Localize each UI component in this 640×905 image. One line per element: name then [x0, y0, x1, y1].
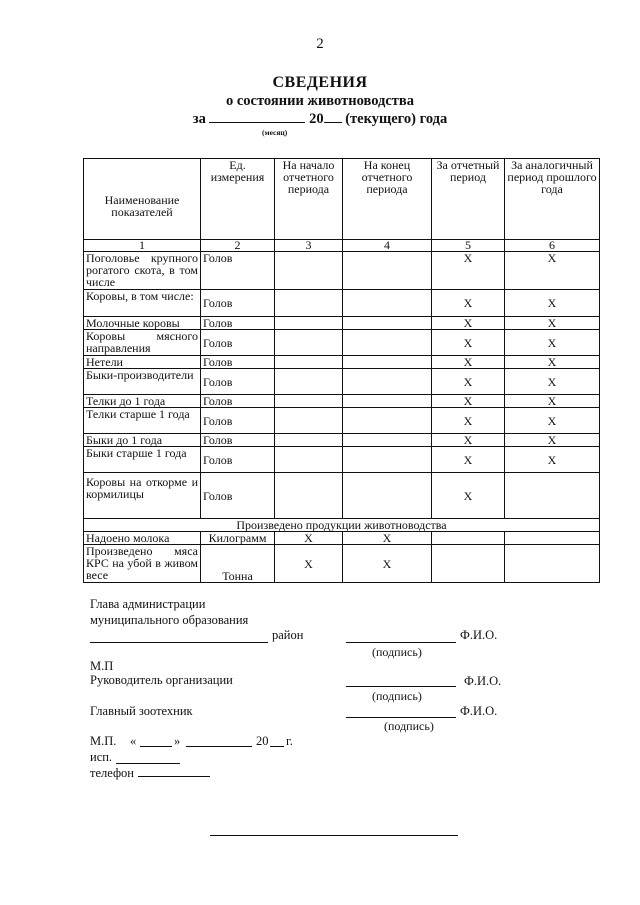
stamp-label-1: М.П: [90, 659, 114, 673]
cell-end[interactable]: [343, 369, 432, 395]
document-title: СВЕДЕНИЯ: [272, 74, 368, 91]
column-number: 3: [275, 240, 343, 252]
org-head-signature-caption: (подпись): [372, 689, 422, 703]
cell-start[interactable]: [275, 395, 343, 408]
cell-start[interactable]: [275, 408, 343, 434]
row-unit: Тонна: [201, 545, 275, 583]
cell-start: X: [275, 532, 343, 545]
row-unit: Голов: [201, 369, 275, 395]
executor-blank[interactable]: [116, 763, 180, 764]
zootechnician-signature-caption: (подпись): [384, 719, 434, 733]
cell-start[interactable]: [275, 290, 343, 317]
date-year-blank[interactable]: [270, 746, 284, 747]
row-unit: Килограмм: [201, 532, 275, 545]
zootechnician-label: Главный зоотехник: [90, 704, 193, 718]
row-unit: Голов: [201, 252, 275, 290]
table-row: [84, 356, 600, 369]
cell-end: X: [343, 545, 432, 583]
row-name: Коровы мясного направления: [84, 330, 201, 356]
section-header: Произведено продукции животноводства: [84, 519, 600, 532]
table-row: [84, 290, 600, 317]
cell-start[interactable]: [275, 330, 343, 356]
table-row: [84, 252, 600, 290]
row-name: Надоено молока: [84, 532, 201, 545]
org-head-signature-blank[interactable]: [346, 686, 456, 687]
bottom-rule: [210, 835, 458, 836]
row-unit: Голов: [201, 447, 275, 473]
year-blank: [324, 110, 342, 123]
row-name: Телки старше 1 года: [84, 408, 201, 434]
date-close-quote: »: [174, 734, 181, 748]
cell-end[interactable]: [343, 447, 432, 473]
cell-prev-year: X: [505, 330, 600, 356]
row-unit: Голов: [201, 317, 275, 330]
cell-prev-year: X: [505, 252, 600, 290]
cell-reporting: X: [432, 356, 505, 369]
cell-reporting: X: [432, 252, 505, 290]
head-fio-label: Ф.И.О.: [460, 628, 498, 642]
table-row: [84, 395, 600, 408]
cell-end[interactable]: [343, 473, 432, 519]
date-open-quote: «: [130, 734, 137, 748]
cell-prev-year[interactable]: [505, 532, 600, 545]
row-name: Молочные коровы: [84, 317, 201, 330]
cell-start: X: [275, 545, 343, 583]
column-number-row: [84, 240, 600, 252]
cell-end[interactable]: [343, 290, 432, 317]
cell-prev-year[interactable]: [505, 545, 600, 583]
row-name: Поголовье крупного рогатого скота, в том числе: [84, 252, 201, 290]
cell-reporting: X: [432, 408, 505, 434]
table-row: [84, 447, 600, 473]
cell-end[interactable]: [343, 408, 432, 434]
document-subtitle: о состоянии животноводства: [226, 93, 414, 109]
cell-prev-year: X: [505, 317, 600, 330]
executor-label: исп.: [90, 750, 113, 764]
cell-reporting[interactable]: [432, 532, 505, 545]
column-number: 2: [201, 240, 275, 252]
header-cell: Ед. измерения: [201, 159, 275, 240]
table-row: [84, 369, 600, 395]
date-month-blank[interactable]: [186, 746, 252, 747]
date-year-suffix: г.: [286, 734, 293, 748]
row-name: Коровы, в том числе:: [84, 290, 201, 317]
cell-end[interactable]: [343, 317, 432, 330]
cell-reporting: X: [432, 447, 505, 473]
period-prefix: за: [192, 111, 206, 127]
cell-prev-year[interactable]: [505, 473, 600, 519]
row-name: Быки старше 1 года: [84, 447, 201, 473]
district-label: район: [272, 628, 304, 642]
table-row: [84, 434, 600, 447]
cell-prev-year: X: [505, 290, 600, 317]
cell-start[interactable]: [275, 317, 343, 330]
row-name: Произведено мяса КРС на убой в живом весе: [84, 545, 201, 583]
cell-end: X: [343, 532, 432, 545]
row-unit: Голов: [201, 290, 275, 317]
table-header-row: [84, 159, 600, 240]
table-row: [84, 317, 600, 330]
row-unit: Голов: [201, 330, 275, 356]
year-prefix: 20: [309, 111, 324, 127]
stamp-label-2: М.П.: [90, 734, 117, 748]
head-title-line2: муниципального образования: [90, 613, 249, 627]
row-name: Коровы на откорме и кормилицы: [84, 473, 201, 519]
row-name: Телки до 1 года: [84, 395, 201, 408]
cell-end[interactable]: [343, 330, 432, 356]
row-unit: Голов: [201, 473, 275, 519]
cell-start[interactable]: [275, 473, 343, 519]
column-number: 5: [432, 240, 505, 252]
cell-end[interactable]: [343, 356, 432, 369]
cell-reporting: X: [432, 395, 505, 408]
header-cell: За отчетный период: [432, 159, 505, 240]
cell-start[interactable]: [275, 252, 343, 290]
zootechnician-signature-blank[interactable]: [346, 717, 456, 718]
row-unit: Голов: [201, 356, 275, 369]
header-cell: Наименование показателей: [84, 159, 201, 240]
head-title-line1: Глава администрации: [90, 597, 206, 611]
row-name: Быки-производители: [84, 369, 201, 395]
district-blank[interactable]: [90, 642, 268, 643]
livestock-table: [83, 158, 600, 583]
period-suffix: (текущего) года: [345, 111, 448, 127]
month-caption: (месяц): [262, 128, 288, 137]
column-number: 1: [84, 240, 201, 252]
head-signature-caption: (подпись): [372, 645, 422, 659]
period-line: [0, 110, 640, 128]
cell-prev-year: X: [505, 434, 600, 447]
page-number: 2: [316, 36, 324, 52]
row-name: Нетели: [84, 356, 201, 369]
cell-reporting: X: [432, 434, 505, 447]
cell-reporting[interactable]: [432, 545, 505, 583]
date-day-blank[interactable]: [140, 746, 172, 747]
cell-end[interactable]: [343, 252, 432, 290]
date-year-prefix: 20: [256, 734, 269, 748]
cell-prev-year: X: [505, 447, 600, 473]
cell-start[interactable]: [275, 447, 343, 473]
cell-prev-year: X: [505, 356, 600, 369]
header-cell: На конец отчетного периода: [343, 159, 432, 240]
cell-reporting: X: [432, 317, 505, 330]
row-unit: Голов: [201, 395, 275, 408]
cell-start[interactable]: [275, 356, 343, 369]
table-row: [84, 532, 600, 545]
cell-start[interactable]: [275, 434, 343, 447]
cell-prev-year: X: [505, 395, 600, 408]
section-header-row: [84, 519, 600, 532]
cell-prev-year: X: [505, 408, 600, 434]
row-unit: Голов: [201, 434, 275, 447]
cell-reporting: X: [432, 290, 505, 317]
column-number: 6: [505, 240, 600, 252]
row-unit: Голов: [201, 408, 275, 434]
cell-reporting: X: [432, 369, 505, 395]
header-cell: За аналогичный период прошлого года: [505, 159, 600, 240]
row-name: Быки до 1 года: [84, 434, 201, 447]
table-row: [84, 408, 600, 434]
table-row: [84, 330, 600, 356]
cell-end[interactable]: [343, 395, 432, 408]
table-row: [84, 545, 600, 583]
cell-prev-year: X: [505, 369, 600, 395]
month-blank: [209, 110, 305, 123]
org-head-label: Руководитель организации: [90, 673, 233, 687]
cell-start[interactable]: [275, 369, 343, 395]
header-cell: На начало отчетного периода: [275, 159, 343, 240]
zootechnician-fio-label: Ф.И.О.: [460, 704, 498, 718]
phone-blank[interactable]: [138, 776, 210, 777]
cell-reporting: X: [432, 330, 505, 356]
org-head-fio-label: Ф.И.О.: [464, 674, 502, 688]
column-number: 4: [343, 240, 432, 252]
phone-label: телефон: [90, 766, 134, 780]
head-signature-blank[interactable]: [346, 642, 456, 643]
table-row: [84, 473, 600, 519]
cell-end[interactable]: [343, 434, 432, 447]
cell-reporting: X: [432, 473, 505, 519]
